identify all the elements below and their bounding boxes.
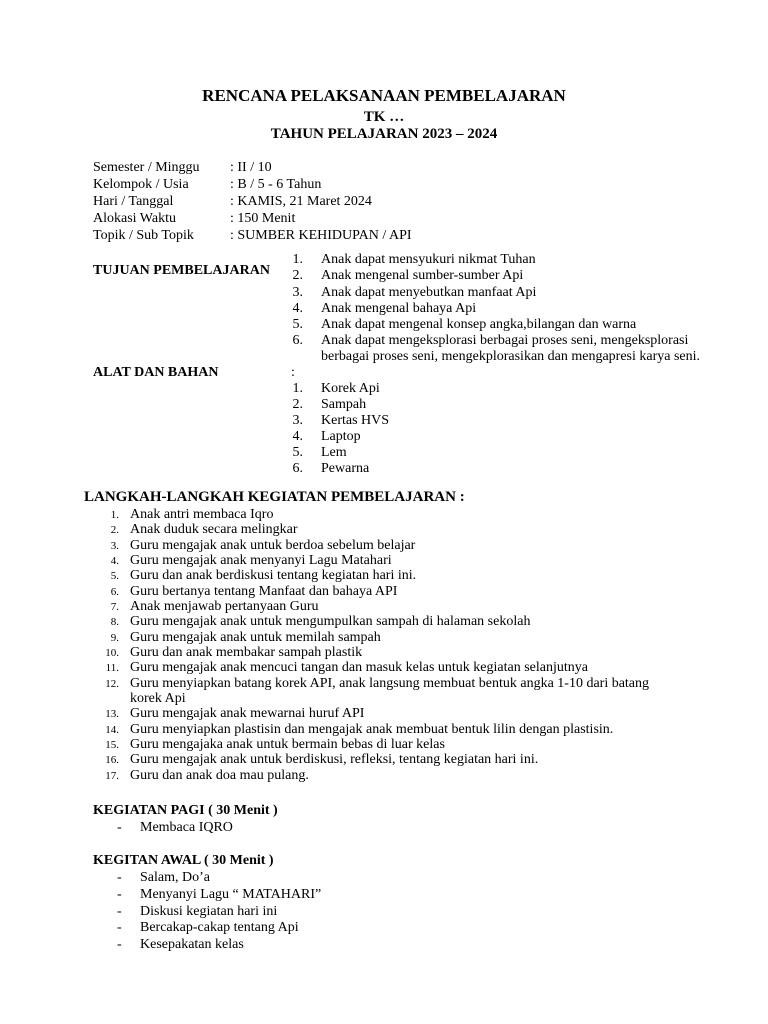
list-item: Lem <box>321 445 347 460</box>
list-item: Guru dan anak berdiskusi tentang kegiatan hari ini. <box>130 568 417 583</box>
list-item: Anak menjawab pertanyaan Guru <box>130 599 319 614</box>
list-item-number: 7. <box>110 601 119 613</box>
info-value-semester: : II / 10 <box>230 160 272 175</box>
bullet-dash: - <box>117 904 122 919</box>
list-item-number: 1. <box>292 381 303 396</box>
list-item: Guru menyiapkan batang korek API, anak langsung membuat bentuk angka 1-10 dari batang <box>130 676 650 691</box>
list-item: Guru mengajak anak mencuci tangan dan masuk kelas untuk kegiatan selanjutnya <box>130 660 588 675</box>
list-item-number: 5. <box>110 570 119 582</box>
list-item-number: 6. <box>292 461 303 476</box>
list-item-number: 17. <box>105 770 119 782</box>
list-item: Guru mengajak anak mewarnai huruf API <box>130 706 365 721</box>
kegiatan-pagi-heading: KEGIATAN PAGI ( 30 Menit ) <box>93 803 278 818</box>
list-item: Kesepakatan kelas <box>140 937 244 952</box>
list-item-number: 14. <box>105 724 119 736</box>
list-item-number: 3. <box>110 540 119 552</box>
list-item-number: 9. <box>110 632 119 644</box>
list-item: Bercakap-cakap tentang Api <box>140 920 299 935</box>
langkah-heading: LANGKAH-LANGKAH KEGIATAN PEMBELAJARAN : <box>84 489 465 505</box>
info-label-semester: Semester / Minggu <box>93 160 200 175</box>
list-item: Kertas HVS <box>321 413 390 428</box>
list-item-continuation: korek Api <box>130 691 186 706</box>
info-value-topik: : SUMBER KEHIDUPAN / API <box>230 228 412 243</box>
list-item-number: 13. <box>105 708 119 720</box>
list-item-number: 1. <box>292 252 303 267</box>
list-item-number: 4. <box>292 429 303 444</box>
list-item: Pewarna <box>321 461 370 476</box>
list-item-number: 1. <box>110 509 119 521</box>
document-title: RENCANA PELAKSANAAN PEMBELAJARAN <box>202 86 566 105</box>
list-item: Anak antri membaca Iqro <box>130 507 274 522</box>
kegiatan-awal-heading: KEGITAN AWAL ( 30 Menit ) <box>93 853 274 868</box>
list-item-number: 11. <box>105 662 119 674</box>
list-item: Salam, Do’a <box>140 870 210 885</box>
list-item: Korek Api <box>321 381 380 396</box>
list-item: Guru dan anak membakar sampah plastik <box>130 645 363 660</box>
list-item: Guru mengajak anak untuk berdoa sebelum belajar <box>130 538 416 553</box>
info-label-hari: Hari / Tanggal <box>93 194 174 209</box>
list-item-number: 2. <box>110 524 119 536</box>
list-item: Anak dapat mengenal konsep angka,bilangan dan warna <box>321 317 637 332</box>
list-item: Anak mengenal bahaya Api <box>321 301 477 316</box>
list-item: Anak dapat menyebutkan manfaat Api <box>321 285 537 300</box>
list-item-number: 5. <box>292 445 303 460</box>
list-item: Guru mengajaka anak untuk bermain bebas di luar kelas <box>130 737 445 752</box>
list-item: Guru mengajak anak untuk berdiskusi, refleksi, tentang kegiatan hari ini. <box>130 752 539 767</box>
list-item: Laptop <box>321 429 361 444</box>
list-item-number: 16. <box>105 754 119 766</box>
list-item-number: 4. <box>292 301 303 316</box>
tujuan-heading: TUJUAN PEMBELAJARAN <box>93 263 270 278</box>
list-item-number: 6. <box>110 586 119 598</box>
alat-heading: ALAT DAN BAHAN <box>93 365 219 380</box>
list-item: Anak dapat mengeksplorasi berbagai proses seni, mengeksplorasi <box>321 333 689 348</box>
bullet-dash: - <box>117 870 122 885</box>
list-item: Guru mengajak anak menyanyi Lagu Matahari <box>130 553 392 568</box>
bullet-dash: - <box>117 920 122 935</box>
info-label-alokasi: Alokasi Waktu <box>93 211 176 226</box>
list-item: Menyanyi Lagu “ MATAHARI” <box>140 887 322 902</box>
list-item: Anak duduk secara melingkar <box>130 522 298 537</box>
list-item: Guru menyiapkan plastisin dan mengajak anak membuat bentuk lilin dengan plastisin. <box>130 722 614 737</box>
bullet-dash: - <box>117 937 122 952</box>
list-item-number: 8. <box>110 616 119 628</box>
academic-year: TAHUN PELAJARAN 2023 – 2024 <box>270 126 498 142</box>
list-item: Anak mengenal sumber-sumber Api <box>321 268 524 283</box>
list-item: Guru mengajak anak untuk memilah sampah <box>130 630 381 645</box>
list-item-number: 3. <box>292 285 303 300</box>
info-value-hari: : KAMIS, 21 Maret 2024 <box>230 194 372 209</box>
list-item-number: 5. <box>292 317 303 332</box>
list-item-number: 2. <box>292 268 303 283</box>
list-item-number: 10. <box>105 647 119 659</box>
list-item-number: 3. <box>292 413 303 428</box>
bullet-dash: - <box>117 887 122 902</box>
list-item-number: 4. <box>110 555 119 567</box>
info-label-kelompok: Kelompok / Usia <box>93 177 189 192</box>
list-item-number: 2. <box>292 397 303 412</box>
list-item: Anak dapat mensyukuri nikmat Tuhan <box>321 252 536 267</box>
document-subtitle: TK … <box>363 109 405 125</box>
list-item-number: 15. <box>105 739 119 751</box>
info-value-kelompok: : B / 5 - 6 Tahun <box>230 177 322 192</box>
info-label-topik: Topik / Sub Topik <box>93 228 194 243</box>
info-value-alokasi: : 150 Menit <box>230 211 296 226</box>
list-item: Diskusi kegiatan hari ini <box>140 904 278 919</box>
list-item: Guru mengajak anak untuk mengumpulkan sampah di halaman sekolah <box>130 614 531 629</box>
list-item: Membaca IQRO <box>140 820 233 835</box>
list-item-number: 12. <box>105 678 119 690</box>
list-item: Guru dan anak doa mau pulang. <box>130 768 309 783</box>
list-item: Sampah <box>321 397 367 412</box>
bullet-dash: - <box>117 820 122 835</box>
alat-colon: : <box>291 365 295 380</box>
list-item-number: 6. <box>292 333 303 348</box>
list-item-continuation: berbagai proses seni, mengekplorasikan dan mengapresi karya seni. <box>321 349 701 364</box>
list-item: Guru bertanya tentang Manfaat dan bahaya API <box>130 584 398 599</box>
